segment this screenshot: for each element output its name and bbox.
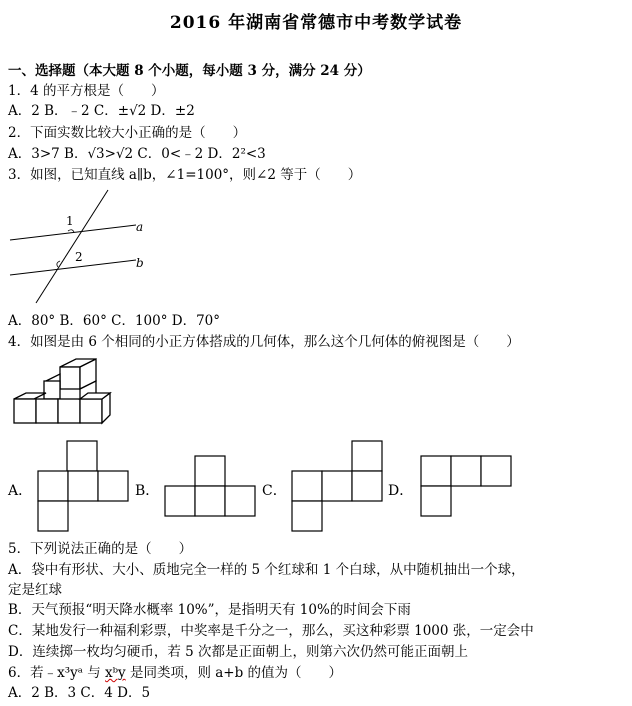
q3-options: A．80° B．60° C．100° D．70° — [8, 313, 220, 329]
q1-stem: 1．4 的平方根是（ ） — [8, 83, 165, 99]
q4-option-d-label: D． — [388, 483, 414, 499]
q4-cubes-figure — [10, 357, 120, 429]
q3-stem: 3．如图，已知直线 a∥b，∠1=100°，则∠2 等于（ ） — [8, 167, 362, 183]
q6-options: A．2 B．3 C．4 D．5 — [8, 685, 151, 701]
q5-stem: 5．下列说法正确的是（ ） — [8, 541, 193, 557]
q6-stem-suffix: 是同类项，则 a+b 的值为（ ） — [125, 665, 343, 681]
q3-parallel-lines-figure — [8, 185, 158, 310]
q4-option-a-label: A． — [8, 483, 33, 499]
line-b-label: b — [136, 256, 144, 270]
q4-option-c-label: C． — [262, 483, 287, 499]
q2-options: A．3>7 B．√3>√2 C．0<﹣2 D．2²<3 — [8, 146, 266, 162]
q4-option-d-figure — [420, 455, 512, 517]
q2-stem: 2．下面实数比较大小正确的是（ ） — [8, 125, 247, 141]
q4-option-b-figure — [164, 455, 256, 517]
q4-stem: 4．如图是由 6 个相同的小正方体搭成的几何体，那么这个几何体的俯视图是（ ） — [8, 334, 520, 350]
section-heading: 一、选择题（本大题 8 个小题，每小题 3 分，满分 24 分） — [8, 63, 371, 79]
angle2-label: 2 — [75, 250, 83, 264]
exam-title: 2016 年湖南省常德市中考数学试卷 — [169, 13, 463, 33]
q6-stem — [8, 664, 342, 682]
q5-option-c: C．某地发行一种福利彩票，中奖率是千分之一，那么，买这种彩票 1000 张，一定会中 — [8, 623, 534, 639]
q5-option-b: B．天气预报“明天降水概率 10%”，是指明天有 10%的时间会下雨 — [8, 602, 411, 618]
q4-option-b-label: B． — [135, 483, 160, 499]
q1-options: A．2 B．﹣2 C．±√2 D．±2 — [8, 103, 195, 119]
angle1-label: 1 — [66, 214, 74, 228]
line-a-label: a — [136, 220, 144, 234]
q6-stem-prefix: 6．若﹣x³yᵃ 与 — [8, 665, 106, 681]
q4-option-c-figure — [291, 440, 383, 532]
q5-option-a-line1: A．袋中有形状、大小、质地完全一样的 5 个红球和 1 个白球，从中随机抽出一个球， — [8, 562, 525, 578]
q5-option-a-line2: 定是红球 — [8, 582, 62, 598]
q4-option-a-figure — [37, 440, 129, 532]
q5-option-d: D．连续掷一枚均匀硬币，若 5 次都是正面朝上，则第六次仍然可能正面朝上 — [8, 644, 468, 660]
q6-stem-term: xᵇy — [105, 665, 126, 681]
